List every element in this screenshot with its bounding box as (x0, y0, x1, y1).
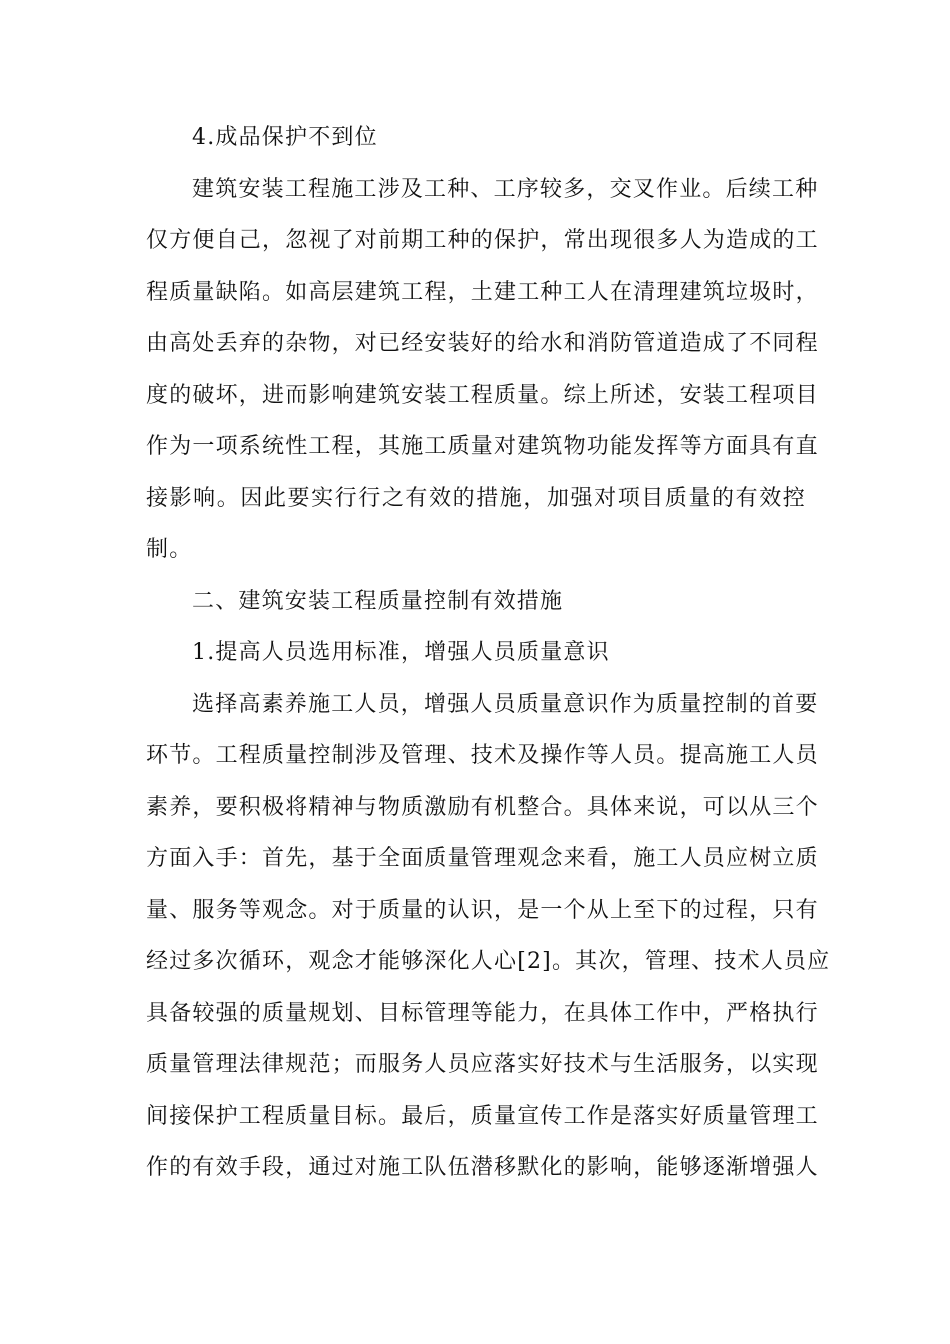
paragraph-line: 质量管理法律规范；而服务人员应落实好技术与生活服务，以实现 (146, 1052, 819, 1077)
section-heading: 二、建筑安装工程质量控制有效措施 (192, 588, 564, 614)
subheading-product-protection: 4.成品保护不到位 (192, 125, 378, 150)
paragraph-line: 程质量缺陷。如高层建筑工程，土建工种工人在清理建筑垃圾时， (146, 279, 819, 305)
paragraph-line: 制。 (146, 537, 193, 562)
paragraph-line: 环节。工程质量控制涉及管理、技术及操作等人员。提高施工人员 (146, 743, 819, 768)
paragraph-line: 具备较强的质量规划、目标管理等能力，在具体工作中，严格执行 (146, 1000, 819, 1026)
paragraph-line: 经过多次循环，观念才能够深化人心[2]。其次，管理、技术人员应 (146, 949, 831, 974)
paragraph-line: 仅方便自己，忽视了对前期工种的保护，常出现很多人为造成的工 (146, 228, 819, 253)
paragraph-line: 度的破坏，进而影响建筑安装工程质量。综上所述，安装工程项目 (146, 382, 819, 408)
document-page (146, 112, 831, 1194)
paragraph-line: 由高处丢弃的杂物，对已经安装好的给水和消防管道造成了不同程 (146, 331, 819, 356)
paragraph-line: 作为一项系统性工程，其施工质量对建筑物功能发挥等方面具有直 (146, 434, 819, 459)
paragraph-line: 建筑安装工程施工涉及工种、工序较多，交叉作业。后续工种 (192, 176, 819, 202)
paragraph-line: 作的有效手段，通过对施工队伍潜移默化的影响，能够逐渐增强人 (146, 1155, 819, 1180)
paragraph-line: 方面入手：首先，基于全面质量管理观念来看，施工人员应树立质 (146, 846, 819, 871)
paragraph-line: 间接保护工程质量目标。最后，质量宣传工作是落实好质量管理工 (146, 1103, 819, 1129)
paragraph-line: 选择高素养施工人员，增强人员质量意识作为质量控制的首要 (192, 691, 819, 717)
subheading-personnel-standards: 1.提高人员选用标准，增强人员质量意识 (192, 640, 610, 665)
paragraph-line: 接影响。因此要实行行之有效的措施，加强对项目质量的有效控 (146, 485, 806, 511)
paragraph-line: 素养，要积极将精神与物质激励有机整合。具体来说，可以从三个 (146, 794, 819, 820)
paragraph-line: 量、服务等观念。对于质量的认识，是一个从上至下的过程，只有 (146, 897, 819, 923)
